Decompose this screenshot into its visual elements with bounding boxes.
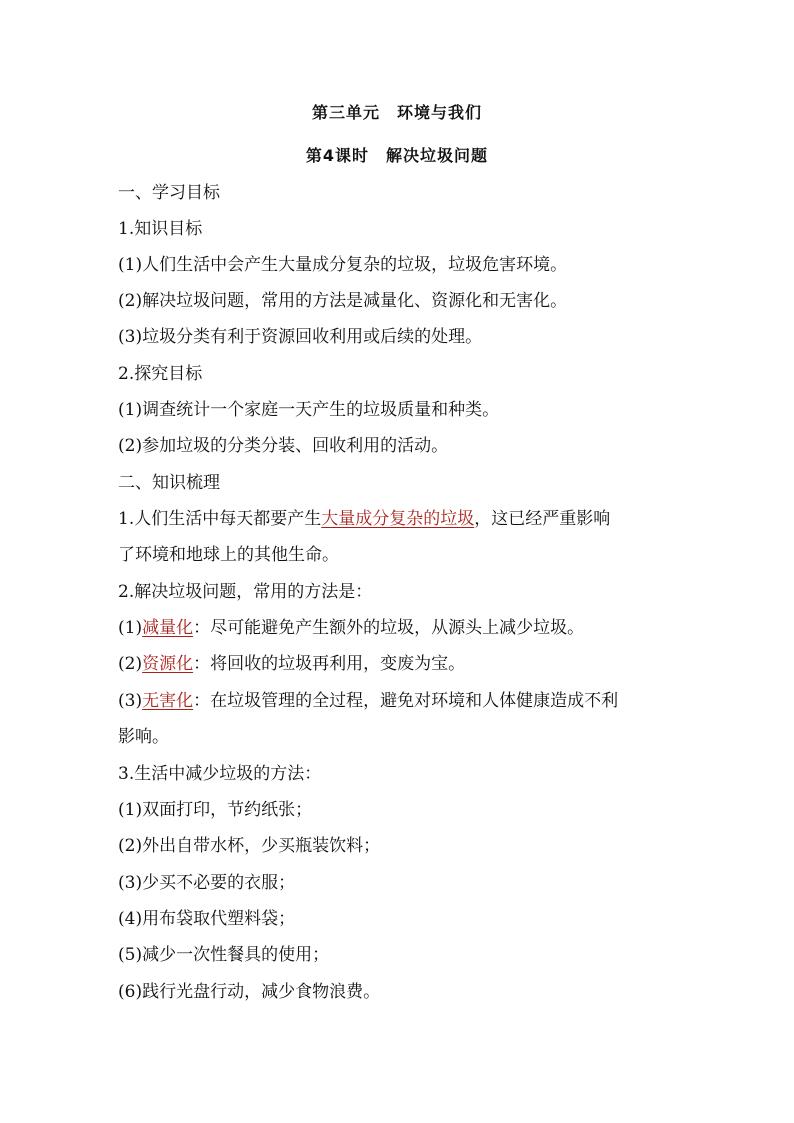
method-number: (1) xyxy=(118,618,143,638)
method-text: ：在垃圾管理的全过程，避免对环境和人体健康造成不利 xyxy=(193,691,619,711)
knowledge-goal-heading: 1.知识目标 xyxy=(118,219,203,239)
method-recycling xyxy=(118,652,465,676)
lesson-title: 第4课时 解决垃圾问题 xyxy=(305,146,489,165)
method-number: (2) xyxy=(118,654,143,674)
knowledge-point-1 xyxy=(118,507,610,531)
reduce-tip: (3)少买不必要的衣服； xyxy=(118,873,296,893)
knowledge-point-3: 3.生活中减少垃圾的方法： xyxy=(118,764,322,784)
method-text: ：将回收的垃圾再利用，变废为宝。 xyxy=(193,654,466,674)
inquiry-goal-heading: 2.探究目标 xyxy=(118,364,203,384)
kp1-suffix: ，这已经严重影响 xyxy=(474,509,611,529)
method-text: ：尽可能避免产生额外的垃圾，从源头上减少垃圾。 xyxy=(193,618,585,638)
inquiry-goal-item: (2)参加垃圾的分类分装、回收利用的活动。 xyxy=(118,436,449,456)
reduce-tip: (5)减少一次性餐具的使用； xyxy=(118,945,330,965)
method-reduction xyxy=(118,616,584,640)
kp1-answer: 大量成分复杂的垃圾 xyxy=(321,509,475,529)
method-number: (3) xyxy=(118,691,143,711)
inquiry-goal-item: (1)调查统计一个家庭一天产生的垃圾质量和种类。 xyxy=(118,400,500,420)
method-answer: 减量化 xyxy=(142,618,194,638)
reduce-tip: (2)外出自带水杯，少买瓶装饮料； xyxy=(118,836,381,856)
reduce-tip: (6)践行光盘行动，减少食物浪费。 xyxy=(118,982,381,1002)
section-heading-goals: 一、学习目标 xyxy=(118,183,220,203)
reduce-tip: (1)双面打印，节约纸张； xyxy=(118,800,313,820)
method-harmless xyxy=(118,689,618,713)
knowledge-point-2: 2.解决垃圾问题，常用的方法是： xyxy=(118,582,373,602)
method-answer: 无害化 xyxy=(142,691,194,711)
method-harmless-cont: 影响。 xyxy=(118,727,169,747)
unit-title: 第三单元 环境与我们 xyxy=(311,103,482,122)
knowledge-point-1-cont: 了环境和地球上的其他生命。 xyxy=(118,545,339,565)
reduce-tip: (4)用布袋取代塑料袋； xyxy=(118,909,296,929)
knowledge-goal-item: (1)人们生活中会产生大量成分复杂的垃圾，垃圾危害环境。 xyxy=(118,255,568,275)
knowledge-goal-item: (3)垃圾分类有利于资源回收利用或后续的处理。 xyxy=(118,327,483,347)
section-heading-knowledge: 二、知识梳理 xyxy=(118,473,220,493)
kp1-prefix: 1.人们生活中每天都要产生 xyxy=(118,509,322,529)
method-answer: 资源化 xyxy=(142,654,194,674)
knowledge-goal-item: (2)解决垃圾问题，常用的方法是减量化、资源化和无害化。 xyxy=(118,291,568,311)
